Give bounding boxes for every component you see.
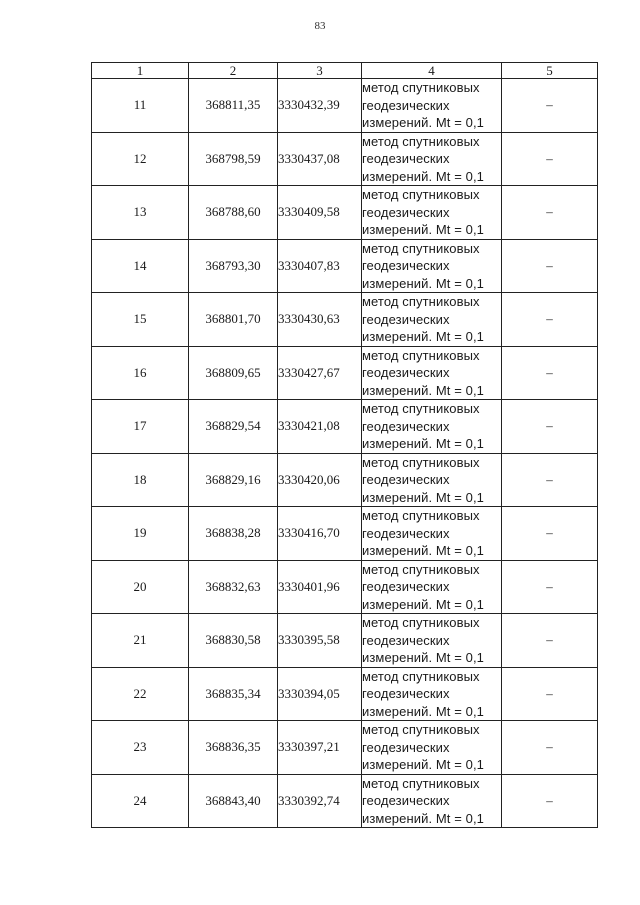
- method-cell: [362, 453, 502, 507]
- point-number-cell: 17: [92, 400, 189, 454]
- table-row: [92, 560, 598, 614]
- header-row: [92, 63, 598, 79]
- method-line: метод спутниковых: [362, 294, 480, 309]
- point-number-cell: 22: [92, 667, 189, 721]
- method-line: геодезических: [362, 151, 450, 166]
- x-coordinate-cell: 368835,34: [189, 667, 278, 721]
- x-coordinate-cell: 368830,58: [189, 614, 278, 668]
- y-coordinate-cell: 3330397,21: [278, 721, 362, 775]
- y-coordinate-cell: 3330437,08: [278, 132, 362, 186]
- note-cell: –: [502, 774, 598, 828]
- method-line: геодезических: [362, 204, 450, 220]
- method-line: метод спутниковых: [362, 508, 480, 523]
- method-cell: [362, 560, 502, 614]
- point-number-cell: 20: [92, 560, 189, 614]
- x-coordinate-cell: 368829,54: [189, 400, 278, 454]
- method-line: геодезических: [362, 793, 450, 808]
- method-line: измерений. Mt = 0,1: [362, 650, 485, 665]
- method-line: геодезических: [362, 365, 450, 380]
- y-coordinate-cell: 3330430,63: [278, 293, 362, 347]
- method-line: измерений. Mt = 0,1: [362, 222, 485, 237]
- method-cell: [362, 186, 502, 240]
- method-line: метод спутниковых: [362, 347, 480, 363]
- table-row: [92, 774, 598, 828]
- header-cell-col4: 4: [362, 63, 502, 79]
- method-line: метод спутниковых: [362, 401, 480, 416]
- method-line: измерений. Mt = 0,1: [362, 703, 485, 719]
- note-cell: –: [502, 186, 598, 240]
- table-row: [92, 667, 598, 721]
- method-cell: [362, 239, 502, 293]
- coordinates-table: [91, 62, 598, 828]
- note-cell: –: [502, 79, 598, 133]
- method-cell: [362, 507, 502, 561]
- point-number-cell: 12: [92, 132, 189, 186]
- x-coordinate-cell: 368811,35: [189, 79, 278, 133]
- y-coordinate-cell: 3330416,70: [278, 507, 362, 561]
- x-coordinate-cell: 368793,30: [189, 239, 278, 293]
- point-number-cell: 19: [92, 507, 189, 561]
- method-line: метод спутниковых: [362, 668, 480, 684]
- page-number: 83: [314, 20, 326, 32]
- method-cell: [362, 79, 502, 133]
- table-row: [92, 132, 598, 186]
- method-line: измерений. Mt = 0,1: [362, 382, 485, 398]
- method-line: геодезических: [362, 418, 450, 434]
- table-row: [92, 721, 598, 775]
- header-cell-col5: 5: [502, 63, 598, 79]
- method-line: измерений. Mt = 0,1: [362, 810, 485, 826]
- y-coordinate-cell: 3330407,83: [278, 239, 362, 293]
- y-coordinate-cell: 3330427,67: [278, 346, 362, 400]
- x-coordinate-cell: 368832,63: [189, 560, 278, 614]
- method-line: измерений. Mt = 0,1: [362, 543, 485, 558]
- method-line: измерений. Mt = 0,1: [362, 329, 485, 344]
- x-coordinate-cell: 368788,60: [189, 186, 278, 240]
- header-cell-col3: 3: [278, 63, 362, 79]
- method-line: измерений. Mt = 0,1: [362, 275, 485, 291]
- y-coordinate-cell: 3330392,74: [278, 774, 362, 828]
- method-line: измерений. Mt = 0,1: [362, 757, 485, 772]
- table-row: [92, 507, 598, 561]
- method-line: метод спутниковых: [362, 775, 480, 791]
- method-line: геодезических: [362, 311, 450, 327]
- method-cell: [362, 721, 502, 775]
- method-line: геодезических: [362, 97, 450, 113]
- note-cell: –: [502, 346, 598, 400]
- y-coordinate-cell: 3330394,05: [278, 667, 362, 721]
- table-row: [92, 79, 598, 133]
- method-line: измерений. Mt = 0,1: [362, 596, 485, 612]
- y-coordinate-cell: 3330421,08: [278, 400, 362, 454]
- method-line: метод спутниковых: [362, 133, 480, 149]
- method-line: метод спутниковых: [362, 454, 480, 470]
- method-line: геодезических: [362, 632, 450, 648]
- method-line: геодезических: [362, 579, 450, 594]
- table-row: [92, 293, 598, 347]
- table-row: [92, 239, 598, 293]
- point-number-cell: 13: [92, 186, 189, 240]
- method-cell: [362, 774, 502, 828]
- method-line: метод спутниковых: [362, 240, 480, 256]
- method-line: метод спутниковых: [362, 561, 480, 577]
- point-number-cell: 14: [92, 239, 189, 293]
- note-cell: –: [502, 400, 598, 454]
- method-line: измерений. Mt = 0,1: [362, 436, 485, 451]
- y-coordinate-cell: 3330395,58: [278, 614, 362, 668]
- method-line: метод спутниковых: [362, 615, 480, 630]
- table-row: [92, 186, 598, 240]
- method-line: измерений. Mt = 0,1: [362, 115, 485, 130]
- method-line: измерений. Mt = 0,1: [362, 489, 485, 505]
- method-line: геодезических: [362, 739, 450, 755]
- note-cell: –: [502, 507, 598, 561]
- point-number-cell: 11: [92, 79, 189, 133]
- method-cell: [362, 614, 502, 668]
- method-cell: [362, 667, 502, 721]
- table-row: [92, 400, 598, 454]
- y-coordinate-cell: 3330401,96: [278, 560, 362, 614]
- table-row: [92, 614, 598, 668]
- method-line: геодезических: [362, 525, 450, 541]
- note-cell: –: [502, 293, 598, 347]
- x-coordinate-cell: 368801,70: [189, 293, 278, 347]
- method-line: измерений. Mt = 0,1: [362, 168, 485, 184]
- point-number-cell: 15: [92, 293, 189, 347]
- method-line: метод спутниковых: [362, 80, 480, 95]
- note-cell: –: [502, 614, 598, 668]
- table-row: [92, 346, 598, 400]
- point-number-cell: 21: [92, 614, 189, 668]
- x-coordinate-cell: 368843,40: [189, 774, 278, 828]
- table-row: [92, 453, 598, 507]
- method-line: геодезических: [362, 258, 450, 273]
- note-cell: –: [502, 132, 598, 186]
- method-cell: [362, 400, 502, 454]
- x-coordinate-cell: 368829,16: [189, 453, 278, 507]
- method-cell: [362, 293, 502, 347]
- point-number-cell: 18: [92, 453, 189, 507]
- point-number-cell: 24: [92, 774, 189, 828]
- y-coordinate-cell: 3330409,58: [278, 186, 362, 240]
- x-coordinate-cell: 368798,59: [189, 132, 278, 186]
- header-cell-col1: 1: [92, 63, 189, 79]
- note-cell: –: [502, 667, 598, 721]
- note-cell: –: [502, 560, 598, 614]
- method-line: метод спутниковых: [362, 187, 480, 202]
- note-cell: –: [502, 721, 598, 775]
- method-line: геодезических: [362, 472, 450, 487]
- x-coordinate-cell: 368809,65: [189, 346, 278, 400]
- header-cell-col2: 2: [189, 63, 278, 79]
- x-coordinate-cell: 368836,35: [189, 721, 278, 775]
- note-cell: –: [502, 239, 598, 293]
- method-line: метод спутниковых: [362, 722, 480, 737]
- y-coordinate-cell: 3330420,06: [278, 453, 362, 507]
- method-cell: [362, 346, 502, 400]
- point-number-cell: 23: [92, 721, 189, 775]
- table-body: [92, 63, 598, 828]
- point-number-cell: 16: [92, 346, 189, 400]
- note-cell: –: [502, 453, 598, 507]
- y-coordinate-cell: 3330432,39: [278, 79, 362, 133]
- method-cell: [362, 132, 502, 186]
- x-coordinate-cell: 368838,28: [189, 507, 278, 561]
- method-line: геодезических: [362, 686, 450, 701]
